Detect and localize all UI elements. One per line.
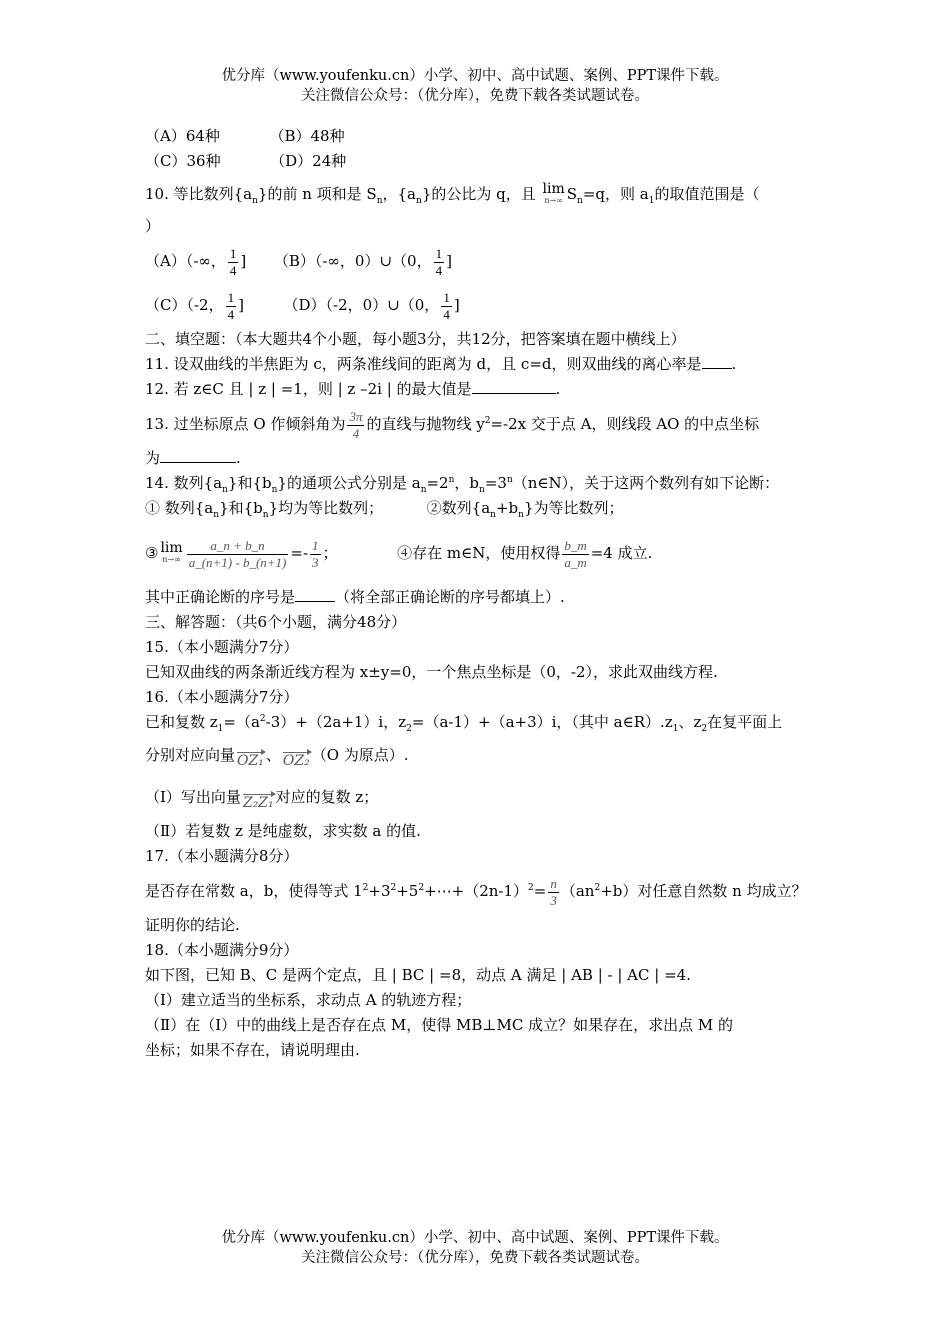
q10-stem-close: ） [145, 217, 161, 235]
q11: 11. 设双曲线的半焦距为 c，两条准线间的距离为 d，且 c=d，则双曲线的离心率是 . [145, 355, 737, 373]
answer-blank [472, 379, 556, 394]
header-line-1: 优分库（www.youfenku.cn）小学、初中、高中试题、案例、PPT课件下载。 [221, 68, 729, 84]
q14-stem: 14. 数列$\{a_n\}$和$\{b_n\}$的通项公式分别是 $a_n=2^n$，$b_n=3^n(n\in N)$，关于这两个数列有如下论断： [145, 474, 780, 495]
fraction: $\frac{1}{4}$ [443, 289, 450, 322]
answer-blank [160, 448, 236, 463]
q9-options-row-1 [145, 124, 813, 149]
header-line-2: 关注微信公众号：（优分库），免费下载各类试题试卷。 [301, 88, 649, 104]
fraction: $\frac{1}{4}$ [227, 289, 235, 322]
q15-body: 已知双曲线的两条渐近线方程为 x±y=0，一个焦点坐标是（0，-2），求此双曲线方程. [145, 663, 718, 681]
q16-line-2: 分别对应向量 OZ₁ 、 OZ₂ （O 为原点）. [145, 735, 813, 775]
exam-content [145, 124, 813, 1063]
fraction: $\frac{b\_m}{a\_m}$ [564, 537, 587, 570]
q17-head: 17.（本小题满分8分） [145, 847, 299, 865]
footer-line-2: 关注微信公众号：（优分库），免费下载各类试题试卷。 [301, 1250, 649, 1266]
limit-symbol: lim n→∞ [160, 540, 183, 564]
q18-head: 18.（本小题满分9分） [145, 941, 299, 959]
q14-statements-12: ① 数列$\{a_n\}$和$\{b_n\}$均为等比数列； ②数列$\{a_n+b_n\}$为等比数列； [145, 499, 624, 520]
q9-option-b: （B）48种 [269, 127, 345, 145]
q10-option-d: （D）（-2，0）∪（0， $\frac{1}{4}$ ] [283, 289, 460, 322]
q9-option-d: （D）24种 [270, 152, 347, 170]
page-footer [0, 1228, 950, 1268]
q10-stem: 10. 等比数列$\{a_n\}$的前 n 项和是 $S_n$，$\{a_n\}$的公比为 q，且 lim n→∞ $S_n=q$，则 $a_1$的取值范围是（ [145, 181, 760, 206]
q18-part-2b: 坐标；如果不存在，请说明理由. [145, 1041, 360, 1059]
fraction: $\frac{a\_n + b\_n}{a\_(n+1) - b\_(n+1)}$ [188, 537, 287, 570]
q9-option-c: （C）36种 [145, 152, 221, 170]
q16-part-1: （Ⅰ）写出向量 Z₂Z₁ 对应的复数 z； [145, 775, 813, 819]
section-3-title: 三、解答题：（共6个小题，满分48分） [145, 613, 407, 631]
q13-cont: 为 . [145, 449, 241, 467]
q14-statements-34: ③ lim n→∞ $\frac{a\_n + b\_n}{a\_(n+1) - b\_(n+1)}$ =- $\frac{1}{3}$ ； ④存在 m∈N，使用权得 $\frac{b\_m}{a\_m}$ =4 成立. [145, 537, 653, 570]
q12: 12. 若 z∈C 且 | z | =1，则 | z –2i | 的最大值是 . [145, 380, 561, 398]
q9-option-a: （A）64种 [145, 127, 220, 145]
fraction: $\frac{1}{4}$ [435, 245, 443, 278]
q10-option-a: （A）（-∞， $\frac{1}{4}$ ] [145, 245, 247, 278]
vector-oz2: OZ₂ [283, 744, 310, 769]
q17-body: 是否存在常数 a，b，使得等式 $1^2+3^2+5^2+\cdots+(2n-1)^2=$ $\frac{n}{3}$ $(an^2+b)$对任意自然数 n 均成立？ [145, 875, 807, 908]
q18-part-1: （Ⅰ）建立适当的坐标系，求动点 A 的轨迹方程； [145, 991, 472, 1009]
q10-options-cd [145, 283, 813, 327]
q10-option-b: （B）（-∞，0）∪（0， $\frac{1}{4}$ ] [273, 245, 452, 278]
limit-symbol: lim n→∞ [542, 181, 565, 205]
q10-options-ab [145, 239, 813, 283]
q16-line-1: 已和复数 $z_1=(a^2-3)+(2a+1)i$，$z_2=(a-1)+(a+3)i$，（其中 $a\in R).z_1$、$z_2$在复平面上 [145, 713, 783, 734]
q9-options-row-2 [145, 149, 813, 174]
answer-blank [295, 587, 335, 602]
q18-body: 如下图，已知 B、C 是两个定点，且 | BC | =8，动点 A 满足 | AB | - | AC | =4. [145, 966, 691, 984]
page-header [0, 66, 950, 106]
section-2-title: 二、填空题：（本大题共4个小题，每小题3分，共12分，把答案填在题中横线上） [145, 330, 686, 348]
fraction: $\frac{1}{4}$ [229, 245, 237, 278]
footer-line-1: 优分库（www.youfenku.cn）小学、初中、高中试题、案例、PPT课件下载。 [221, 1230, 729, 1246]
q18-part-2a: （Ⅱ）在（Ⅰ）中的曲线上是否存在点 M，使得 MB⊥MC 成立？如果存在，求出点 M 的 [145, 1016, 734, 1034]
fraction: $\frac{n}{3}$ [550, 875, 557, 908]
vector-z2z1: Z₂Z₁ [243, 786, 274, 811]
q13: 13. 过坐标原点 O 作倾斜角为 $\frac{3\pi}{4}$ 的直线与抛物线 $y^2=-2x$ 交于点 A，则线段 AO 的中点坐标 [145, 408, 760, 441]
q14-conclusion: 其中正确论断的序号是 （将全部正确论断的序号都填上）. [145, 588, 565, 606]
fraction: $\frac{3\pi}{4}$ [349, 408, 363, 441]
answer-blank [702, 354, 732, 369]
q16-head: 16.（本小题满分7分） [145, 688, 299, 706]
q16-part-2: （Ⅱ）若复数 z 是纯虚数，求实数 a 的值. [145, 822, 421, 840]
q15-head: 15.（本小题满分7分） [145, 638, 299, 656]
q10-option-c: （C）（-2， $\frac{1}{4}$ ] [145, 289, 244, 322]
vector-oz1: OZ₁ [237, 744, 264, 769]
q17-conclusion: 证明你的结论. [145, 916, 240, 934]
fraction: $\frac{1}{3}$ [312, 537, 319, 570]
